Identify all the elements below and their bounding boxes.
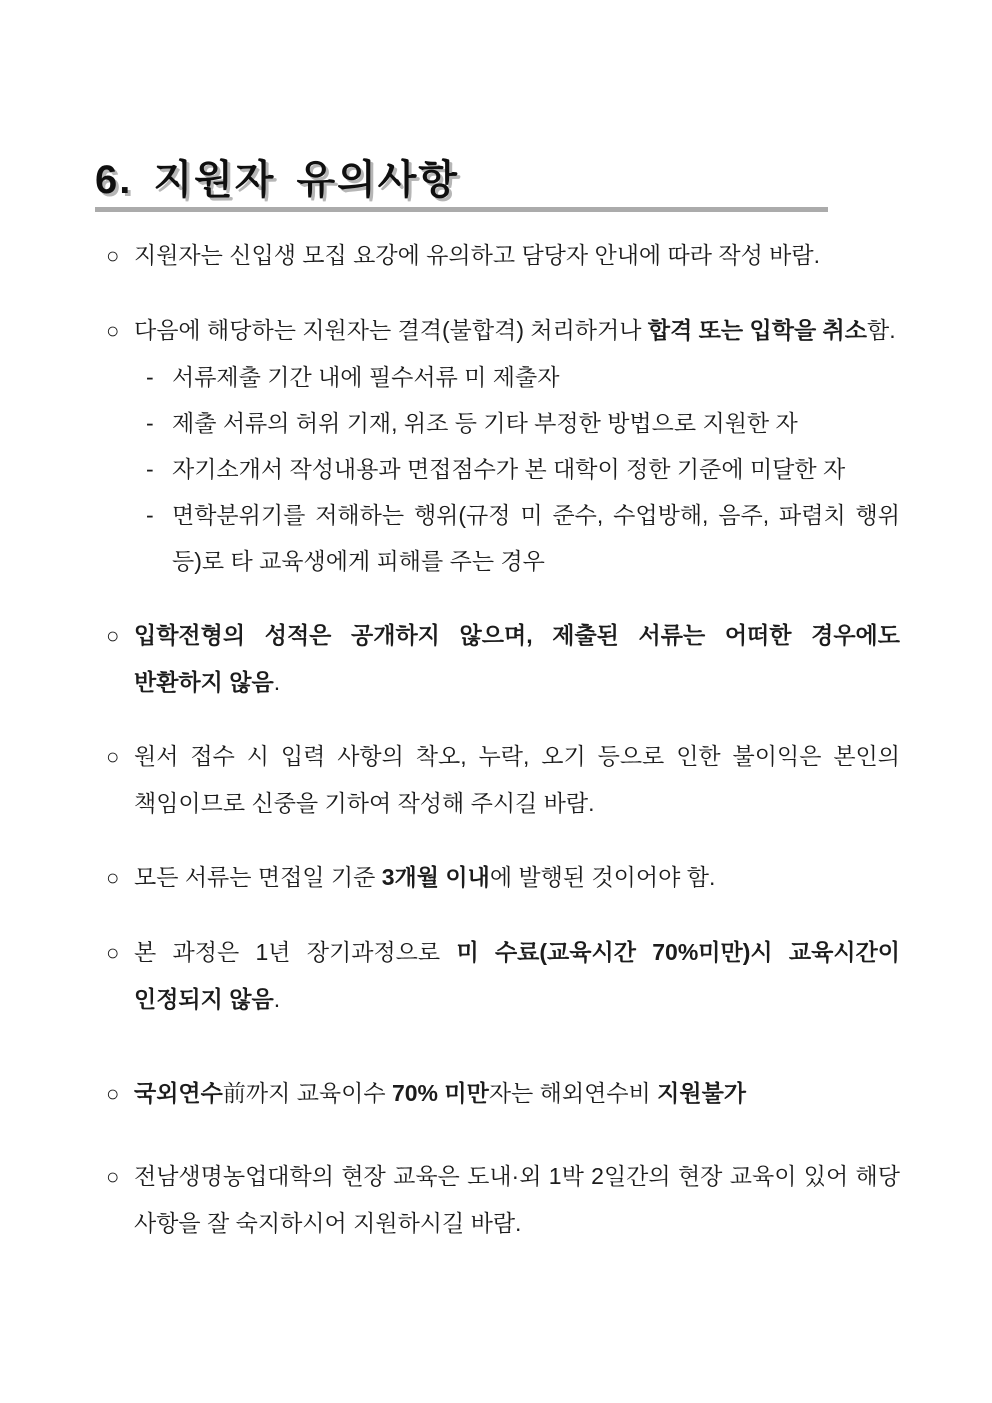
dash-bullet-icon: - [146,502,154,528]
notice-subitem-3 [146,446,900,492]
notice-text-segment: 원서 접수 시 입력 사항의 착오, 누락, 오기 등으로 인한 불이익은 본인의 책임이므로 신중을 기하여 작성해 주시길 바람. [134,743,900,816]
notice-subitem-4 [146,492,900,584]
notice-text-segment: . [273,669,281,695]
circle-bullet-icon: ○ [106,623,120,648]
notice-list [106,232,900,1246]
circle-bullet-icon: ○ [106,744,120,769]
section-title: 6. 지원자 유의사항 [95,158,460,202]
circle-bullet-icon: ○ [106,1081,120,1106]
notice-item-4 [106,733,900,826]
notice-text-segment: 다음에 해당하는 지원자는 결격(불합격) 처리하거나 [134,317,648,343]
notice-item-3 [106,612,900,705]
notice-text-segment: 전남생명농업대학의 현장 교육은 도내·외 1박 2일간의 현장 교육이 있어 해당 사항을 잘 숙지하시어 지원하시길 바람. [134,1163,900,1236]
notice-subitem-2 [146,400,900,446]
notice-item-5 [106,854,900,901]
notice-text-segment: 에 발행된 것이어야 함. [489,864,716,890]
notice-text-segment: 미 수료(교육시간 70%미만)시 교육시간이 인정되지 않음 [134,939,900,1012]
title-divider [95,207,828,212]
notice-subitem-1 [146,354,900,400]
notice-text-segment: 합격 또는 입학을 취소 [647,317,867,343]
notice-item-7 [106,1070,900,1117]
notice-sublist [106,354,900,584]
notice-item-1 [106,232,900,279]
circle-bullet-icon: ○ [106,940,120,965]
dash-bullet-icon: - [146,456,154,482]
circle-bullet-icon: ○ [106,1164,120,1189]
notice-item-6 [106,929,900,1022]
circle-bullet-icon: ○ [106,865,120,890]
notice-item-2 [106,307,900,354]
notice-text-segment: 국외연수 [134,1080,223,1106]
notice-text-segment: 모든 서류는 면접일 기준 [134,864,382,890]
notice-item-8 [106,1153,900,1246]
notice-text-segment: 지원자는 신입생 모집 요강에 유의하고 담당자 안내에 따라 작성 바람. [134,242,821,268]
notice-text-segment: 서류제출 기간 내에 필수서류 미 제출자 [172,364,560,390]
notice-text-segment: 본 과정은 1년 장기과정으로 [134,939,457,965]
dash-bullet-icon: - [146,364,154,390]
notice-text-segment: 3개월 이내 [381,864,490,890]
circle-bullet-icon: ○ [106,318,120,343]
circle-bullet-icon: ○ [106,243,120,268]
notice-text-segment: 지원불가 [657,1080,747,1106]
notice-text-segment: 입학전형의 성적은 공개하지 않으며, 제출된 서류는 어떠한 경우에도 반환하지 않음 [134,622,900,695]
notice-text-segment: 70% 미만 [391,1080,489,1106]
notice-text-segment: . [273,986,281,1012]
notice-text-segment: 함. [867,317,896,343]
notice-text-segment: 면학분위기를 저해하는 행위(규정 미 준수, 수업방해, 음주, 파렴치 행위 등)로 타 교육생에게 피해를 주는 경우 [172,502,900,574]
notice-text-segment: 자기소개서 작성내용과 면접점수가 본 대학이 정한 기준에 미달한 자 [172,456,846,482]
notice-text-segment: 제출 서류의 허위 기재, 위조 등 기타 부정한 방법으로 지원한 자 [172,410,798,436]
notice-text-segment: 前까지 교육이수 [222,1080,392,1106]
notice-text-segment: 자는 해외연수비 [488,1080,658,1106]
dash-bullet-icon: - [146,410,154,436]
